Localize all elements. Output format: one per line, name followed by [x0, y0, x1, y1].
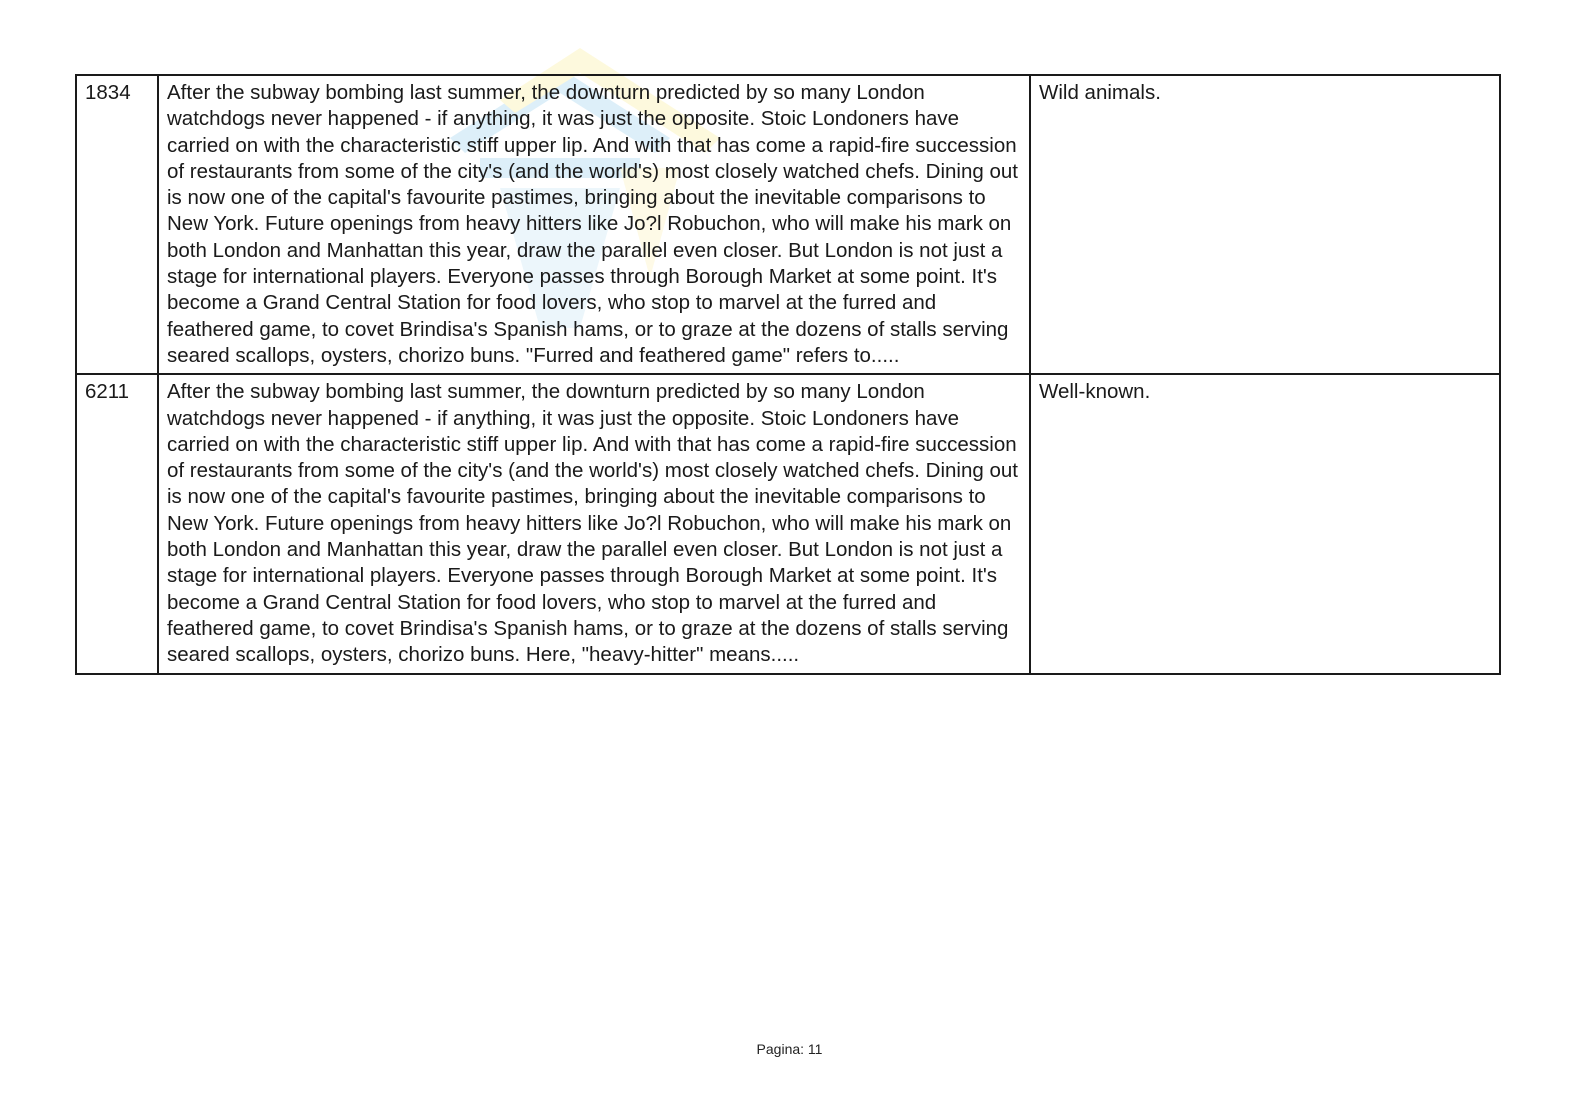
page-number: Pagina: 11 [756, 1041, 823, 1057]
qa-table [75, 74, 1501, 675]
answer-text: Well-known. [1030, 374, 1500, 673]
answer-text: Wild animals. [1030, 75, 1500, 374]
question-id: 1834 [76, 75, 158, 374]
question-text: After the subway bombing last summer, the downturn predicted by so many London watchdogs never happened - if anything, it was just the opposite. Stoic Londoners have carried on with the characteristic stiff upper lip. And with that has come a rapid-fire succession of restaurants from some of the city's (and the world's) most closely watched chefs. Dining out is now one of the capital's favourite pastimes, bringing about the inevitable comparisons to New York. Future openings from heavy hitters like Jo?l Robuchon, who will make his mark on both London and Manhattan this year, draw the parallel even closer. But London is not just a stage for international players. Everyone passes through Borough Market at some point. It's become a Grand Central Station for food lovers, who stop to marvel at the furred and feathered game, to covet Brindisa's Spanish hams, or to graze at the dozens of stalls serving seared scallops, oysters, chorizo buns. "Furred and feathered game" refers to..... [158, 75, 1030, 374]
table-row [76, 75, 1500, 374]
question-id: 6211 [76, 374, 158, 673]
question-text: After the subway bombing last summer, the downturn predicted by so many London watchdogs never happened - if anything, it was just the opposite. Stoic Londoners have carried on with the characteristic stiff upper lip. And with that has come a rapid-fire succession of restaurants from some of the city's (and the world's) most closely watched chefs. Dining out is now one of the capital's favourite pastimes, bringing about the inevitable comparisons to New York. Future openings from heavy hitters like Jo?l Robuchon, who will make his mark on both London and Manhattan this year, draw the parallel even closer. But London is not just a stage for international players. Everyone passes through Borough Market at some point. It's become a Grand Central Station for food lovers, who stop to marvel at the furred and feathered game, to covet Brindisa's Spanish hams, or to graze at the dozens of stalls serving seared scallops, oysters, chorizo buns. Here, "heavy-hitter" means..... [158, 374, 1030, 673]
table-row [76, 374, 1500, 673]
